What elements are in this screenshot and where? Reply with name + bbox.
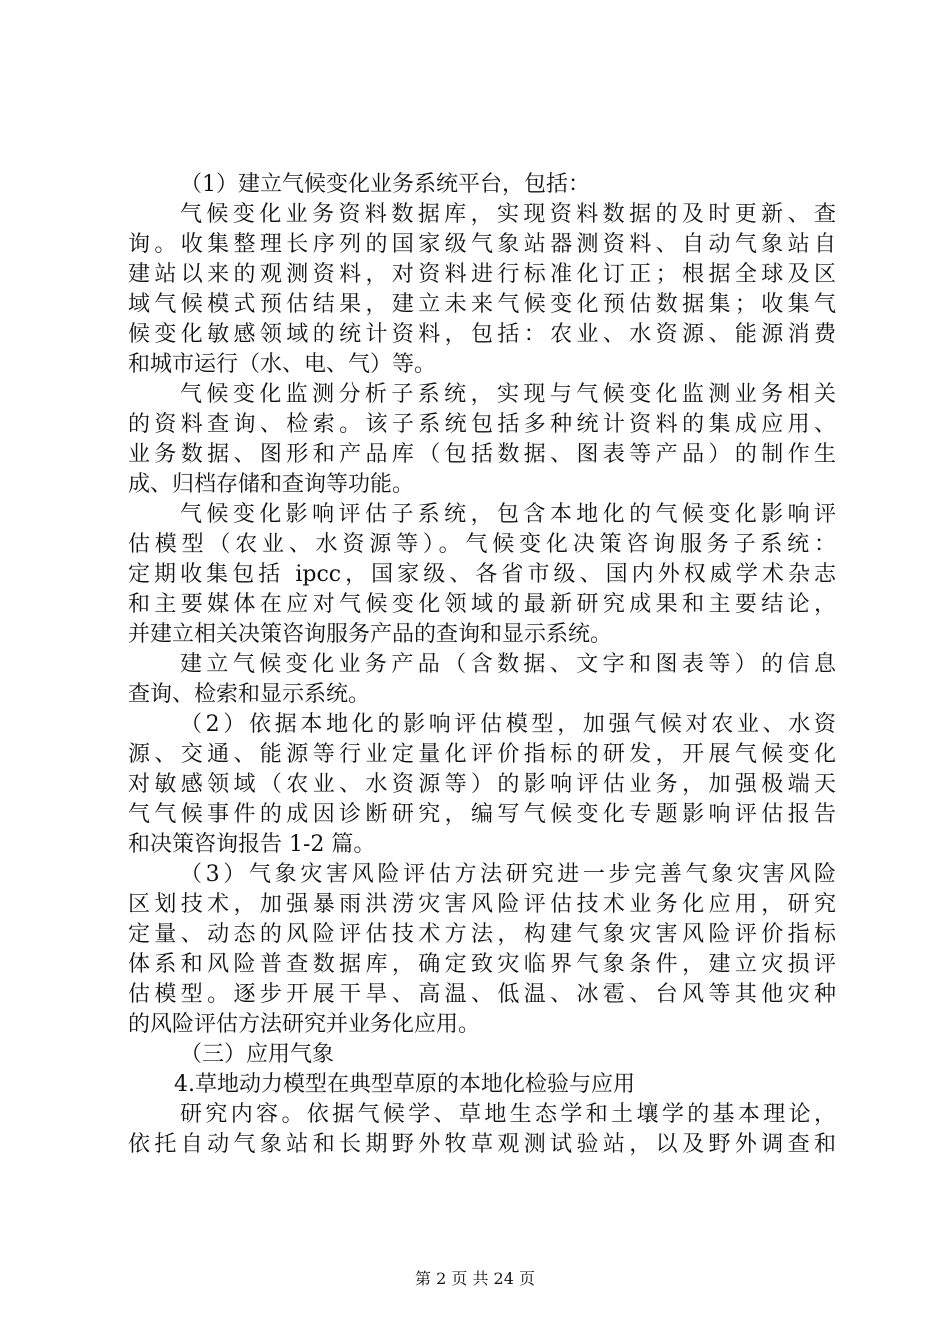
paragraph-line: 并建立相关决策咨询服务产品的查询和显示系统。 <box>128 622 613 647</box>
paragraph-line: 研究内容。依据气候学、草地生态学和土壤学的基本理论， <box>180 1102 836 1127</box>
paragraph-line: 估模型（农业、水资源等）。气候变化决策咨询服务子系统： <box>128 532 836 557</box>
paragraph-line: 气候变化影响评估子系统，包含本地化的气候变化影响评 <box>180 502 836 527</box>
body-text <box>128 170 836 1160</box>
paragraph-line: （1）建立气候变化业务系统平台，包括： <box>180 172 590 197</box>
paragraph-line: 气候变化监测分析子系统，实现与气候变化监测业务相关 <box>180 382 836 407</box>
paragraph-line: 区划技术，加强暴雨洪涝灾害风险评估技术业务化应用，研究 <box>128 892 836 917</box>
paragraph-line: 气候变化业务资料数据库，实现资料数据的及时更新、查 <box>180 202 836 227</box>
subsection-heading: 4.草地动力模型在典型草原的本地化检验与应用 <box>174 1072 635 1097</box>
paragraph-line: 候变化敏感领域的统计资料，包括：农业、水资源、能源消费 <box>128 322 836 347</box>
paragraph-line: 的资料查询、检索。该子系统包括多种统计资料的集成应用、 <box>128 412 836 437</box>
paragraph-line: 源、交通、能源等行业定量化评价指标的研发，开展气候变化 <box>128 742 836 767</box>
paragraph-line: 业务数据、图形和产品库（包括数据、图表等产品）的制作生 <box>128 442 836 467</box>
paragraph-line: 对敏感领域（农业、水资源等）的影响评估业务，加强极端天 <box>128 772 836 797</box>
paragraph-line: 估模型。逐步开展干旱、高温、低温、冰雹、台风等其他灾种 <box>128 982 836 1007</box>
paragraph-line: 查询、检索和显示系统。 <box>128 682 371 707</box>
paragraph-line: 和城市运行（水、电、气）等。 <box>128 352 437 377</box>
paragraph-line: 气气候事件的成因诊断研究，编写气候变化专题影响评估报告 <box>128 802 836 827</box>
paragraph-line: 定期收集包括 ipcc，国家级、各省市级、国内外权威学术杂志 <box>128 562 836 587</box>
paragraph-line: 体系和风险普查数据库，确定致灾临界气象条件，建立灾损评 <box>128 952 836 977</box>
paragraph-line: 的风险评估方法研究并业务化应用。 <box>128 1012 481 1037</box>
paragraph-line: 和决策咨询报告 1-2 篇。 <box>128 832 376 857</box>
paragraph-line: （2）依据本地化的影响评估模型，加强气候对农业、水资 <box>180 712 836 737</box>
paragraph-line: 建立气候变化业务产品（含数据、文字和图表等）的信息 <box>180 652 836 677</box>
page-footer: 第 2 页 共 24 页 <box>415 1269 535 1288</box>
paragraph-line: 成、归档存储和查询等功能。 <box>128 472 415 497</box>
paragraph-line: 定量、动态的风险评估技术方法，构建气象灾害风险评价指标 <box>128 922 836 947</box>
paragraph-line: 和主要媒体在应对气候变化领域的最新研究成果和主要结论， <box>128 592 836 617</box>
paragraph-line: （3）气象灾害风险评估方法研究进一步完善气象灾害风险 <box>180 862 836 887</box>
paragraph-line: 询。收集整理长序列的国家级气象站器测资料、自动气象站自 <box>128 232 836 257</box>
section-heading: （三）应用气象 <box>180 1042 335 1067</box>
paragraph-line: 依托自动气象站和长期野外牧草观测试验站，以及野外调查和 <box>128 1132 836 1157</box>
paragraph-line: 建站以来的观测资料，对资料进行标准化订正；根据全球及区 <box>128 262 836 287</box>
paragraph-line: 域气候模式预估结果，建立未来气候变化预估数据集；收集气 <box>128 292 836 317</box>
